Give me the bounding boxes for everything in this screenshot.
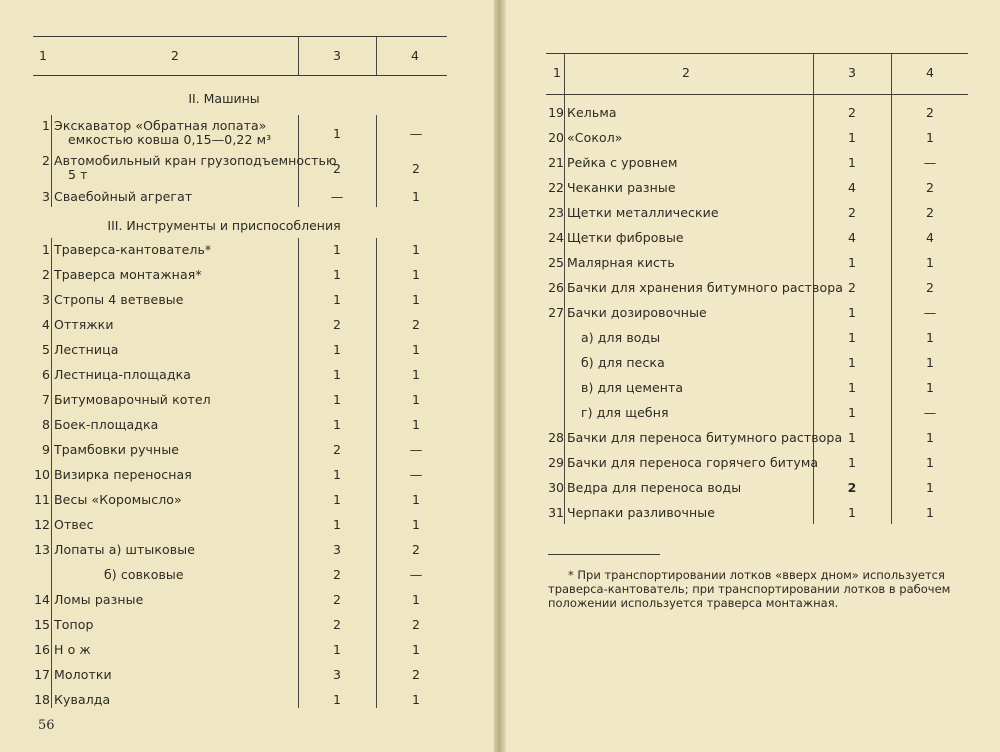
quantity-col-4: 1 bbox=[412, 267, 420, 282]
quantity-col-3: 1 bbox=[333, 692, 341, 707]
row-name: Ведра для переноса воды bbox=[567, 480, 742, 495]
row-number: 4 bbox=[42, 317, 50, 332]
header-divider bbox=[298, 37, 299, 75]
row-number: 25 bbox=[548, 255, 564, 270]
row-number: 22 bbox=[548, 180, 564, 195]
row-name: б) совковые bbox=[104, 567, 184, 582]
row-name: Кувалда bbox=[54, 692, 111, 707]
quantity-col-4: 1 bbox=[412, 492, 420, 507]
quantity-col-4: 1 bbox=[412, 417, 420, 432]
quantity-col-4: — bbox=[409, 467, 423, 482]
quantity-col-3: 1 bbox=[848, 405, 856, 420]
quantity-col-4: 1 bbox=[412, 189, 420, 204]
row-name: Н о ж bbox=[54, 642, 91, 657]
quantity-col-3: 1 bbox=[333, 517, 341, 532]
header-bottom-rule bbox=[33, 75, 447, 76]
row-number: 27 bbox=[548, 305, 564, 320]
row-number: 19 bbox=[548, 105, 564, 120]
quantity-col-3: 2 bbox=[333, 567, 341, 582]
quantity-col-4: 1 bbox=[412, 517, 420, 532]
row-name: Топор bbox=[54, 617, 94, 632]
quantity-col-3: — bbox=[330, 189, 344, 204]
row-number: 10 bbox=[34, 467, 50, 482]
row-name: Отвес bbox=[54, 517, 94, 532]
quantity-col-4: 1 bbox=[926, 455, 934, 470]
row-name: Автомобильный кран грузоподъемностью bbox=[54, 153, 337, 168]
table-top-rule bbox=[33, 36, 447, 37]
row-number: 20 bbox=[548, 130, 564, 145]
quantity-col-4: 2 bbox=[412, 542, 420, 557]
quantity-col-4: 1 bbox=[926, 130, 934, 145]
quantity-col-3: 1 bbox=[333, 417, 341, 432]
row-name: Траверса монтажная* bbox=[54, 267, 202, 282]
quantity-col-4: — bbox=[923, 405, 937, 420]
row-name-continued: емкостью ковша 0,15—0,22 м³ bbox=[68, 132, 272, 147]
quantity-col-3: 1 bbox=[848, 505, 856, 520]
quantity-col-3: 2 bbox=[333, 592, 341, 607]
quantity-col-4: 2 bbox=[926, 105, 934, 120]
quantity-col-3: 2 bbox=[333, 161, 341, 176]
row-name: Весы «Коромысло» bbox=[54, 492, 182, 507]
quantity-col-4: 1 bbox=[412, 292, 420, 307]
column-divider bbox=[298, 238, 299, 708]
row-number: 31 bbox=[548, 505, 564, 520]
row-name: Бачки дозировочные bbox=[567, 305, 707, 320]
book-gutter bbox=[494, 0, 506, 752]
row-number: 21 bbox=[548, 155, 564, 170]
footnote-line: траверса-кантователь; при транспортировании лотков в рабочем bbox=[548, 582, 951, 596]
row-name: Боек-площадка bbox=[54, 417, 159, 432]
section-title-tools: III. Инструменты и приспособления bbox=[107, 218, 341, 233]
row-number: 28 bbox=[548, 430, 564, 445]
row-number: 12 bbox=[34, 517, 50, 532]
quantity-col-4: 2 bbox=[412, 161, 420, 176]
quantity-col-3: 1 bbox=[848, 155, 856, 170]
quantity-col-4: — bbox=[923, 305, 937, 320]
quantity-col-4: — bbox=[923, 155, 937, 170]
column-divider bbox=[564, 54, 565, 524]
row-number: 17 bbox=[34, 667, 50, 682]
row-number: 9 bbox=[42, 442, 50, 457]
row-number: 7 bbox=[42, 392, 50, 407]
quantity-col-4: 2 bbox=[926, 205, 934, 220]
quantity-col-4: 1 bbox=[412, 642, 420, 657]
row-number: 23 bbox=[548, 205, 564, 220]
row-number: 5 bbox=[42, 342, 50, 357]
header-divider bbox=[376, 37, 377, 75]
row-number: 11 bbox=[34, 492, 50, 507]
quantity-col-4: 1 bbox=[412, 367, 420, 382]
column-divider bbox=[51, 115, 52, 207]
quantity-col-4: 2 bbox=[926, 280, 934, 295]
quantity-col-3: 2 bbox=[333, 442, 341, 457]
quantity-col-4: 1 bbox=[926, 505, 934, 520]
quantity-col-3: 1 bbox=[848, 380, 856, 395]
quantity-col-4: 1 bbox=[412, 242, 420, 257]
row-name: Стропы 4 ветвевые bbox=[54, 292, 184, 307]
quantity-col-4: 2 bbox=[412, 317, 420, 332]
row-number: 16 bbox=[34, 642, 50, 657]
row-name: Лопаты а) штыковые bbox=[54, 542, 196, 557]
row-number: 15 bbox=[34, 617, 50, 632]
quantity-col-3: 1 bbox=[333, 467, 341, 482]
quantity-col-3: 1 bbox=[333, 392, 341, 407]
quantity-col-4: 2 bbox=[412, 617, 420, 632]
quantity-col-3: 2 bbox=[333, 617, 341, 632]
row-name: г) для щебня bbox=[581, 405, 669, 420]
row-name: Оттяжки bbox=[54, 317, 114, 332]
row-number: 6 bbox=[42, 367, 50, 382]
row-name: Молотки bbox=[54, 667, 112, 682]
row-name: Бачки для переноса горячего битума bbox=[567, 455, 819, 470]
row-name: б) для песка bbox=[581, 355, 665, 370]
row-number: 3 bbox=[42, 292, 50, 307]
right-page bbox=[506, 0, 1000, 752]
row-name: Сваебойный агрегат bbox=[54, 189, 193, 204]
quantity-col-3: 1 bbox=[333, 242, 341, 257]
row-name: Кельма bbox=[567, 105, 617, 120]
quantity-col-3: 3 bbox=[333, 667, 341, 682]
footnote-rule bbox=[548, 554, 660, 555]
quantity-col-3: 3 bbox=[333, 542, 341, 557]
row-number: 3 bbox=[42, 189, 50, 204]
quantity-col-4: 1 bbox=[412, 342, 420, 357]
quantity-col-4: — bbox=[409, 126, 423, 141]
column-header-1: 1 bbox=[39, 48, 47, 63]
quantity-col-4: 1 bbox=[412, 592, 420, 607]
column-divider bbox=[376, 238, 377, 708]
quantity-col-4: 1 bbox=[926, 355, 934, 370]
quantity-col-4: 2 bbox=[926, 180, 934, 195]
quantity-col-3: 1 bbox=[333, 267, 341, 282]
quantity-col-3: 4 bbox=[848, 180, 856, 195]
row-name: Малярная кисть bbox=[567, 255, 675, 270]
row-name: Лестница-площадка bbox=[54, 367, 192, 382]
quantity-col-3: 1 bbox=[333, 126, 341, 141]
quantity-col-3: 2 bbox=[847, 480, 857, 495]
column-divider bbox=[51, 238, 52, 708]
quantity-col-3: 1 bbox=[848, 305, 856, 320]
row-number: 2 bbox=[42, 153, 50, 168]
footnote-line: * При транспортировании лотков «вверх дном» используется bbox=[568, 568, 945, 582]
quantity-col-3: 1 bbox=[848, 430, 856, 445]
row-number: 14 bbox=[34, 592, 50, 607]
row-name: Ломы разные bbox=[54, 592, 144, 607]
quantity-col-4: 4 bbox=[926, 230, 934, 245]
quantity-col-4: 1 bbox=[926, 255, 934, 270]
row-number: 2 bbox=[42, 267, 50, 282]
row-name: Трамбовки ручные bbox=[54, 442, 180, 457]
row-name: в) для цемента bbox=[581, 380, 684, 395]
row-name: Щетки фибровые bbox=[567, 230, 684, 245]
table-top-rule bbox=[546, 53, 968, 54]
quantity-col-4: 2 bbox=[412, 667, 420, 682]
column-header-2: 2 bbox=[171, 48, 179, 63]
quantity-col-3: 4 bbox=[848, 230, 856, 245]
quantity-col-3: 1 bbox=[333, 642, 341, 657]
column-divider bbox=[891, 54, 892, 524]
row-name: Экскаватор «Обратная лопата» bbox=[54, 118, 267, 133]
row-number: 29 bbox=[548, 455, 564, 470]
row-name: Лестница bbox=[54, 342, 119, 357]
column-header-2: 2 bbox=[682, 65, 690, 80]
quantity-col-4: 1 bbox=[926, 380, 934, 395]
row-number: 30 bbox=[548, 480, 564, 495]
column-divider bbox=[376, 115, 377, 207]
row-name: Бачки для переноса битумного раствора bbox=[567, 430, 843, 445]
quantity-col-4: 1 bbox=[926, 330, 934, 345]
quantity-col-3: 2 bbox=[848, 105, 856, 120]
quantity-col-3: 1 bbox=[848, 255, 856, 270]
header-bottom-rule bbox=[546, 94, 968, 95]
row-number: 1 bbox=[42, 242, 50, 257]
quantity-col-4: 1 bbox=[412, 692, 420, 707]
row-number: 13 bbox=[34, 542, 50, 557]
quantity-col-3: 1 bbox=[848, 330, 856, 345]
row-number: 24 bbox=[548, 230, 564, 245]
row-name: Черпаки разливочные bbox=[567, 505, 716, 520]
row-name: Бачки для хранения битумного раствора bbox=[567, 280, 844, 295]
row-name: а) для воды bbox=[581, 330, 661, 345]
row-number: 8 bbox=[42, 417, 50, 432]
row-number: 1 bbox=[42, 118, 50, 133]
column-header-1: 1 bbox=[553, 65, 561, 80]
row-name: Визирка переносная bbox=[54, 467, 192, 482]
quantity-col-4: 1 bbox=[412, 392, 420, 407]
row-name: Траверса-кантователь* bbox=[54, 242, 212, 257]
section-title-machines: II. Машины bbox=[188, 91, 260, 106]
row-name: Чеканки разные bbox=[567, 180, 676, 195]
quantity-col-3: 1 bbox=[333, 342, 341, 357]
quantity-col-3: 2 bbox=[848, 205, 856, 220]
left-page bbox=[0, 0, 496, 752]
column-header-4: 4 bbox=[411, 48, 419, 63]
row-number: 18 bbox=[34, 692, 50, 707]
quantity-col-4: 1 bbox=[926, 480, 934, 495]
quantity-col-3: 2 bbox=[333, 317, 341, 332]
row-name: «Сокол» bbox=[567, 130, 623, 145]
row-name-continued: 5 т bbox=[68, 167, 88, 182]
column-header-3: 3 bbox=[333, 48, 341, 63]
quantity-col-3: 1 bbox=[333, 292, 341, 307]
quantity-col-4: 1 bbox=[926, 430, 934, 445]
quantity-col-3: 1 bbox=[848, 455, 856, 470]
quantity-col-3: 1 bbox=[848, 130, 856, 145]
quantity-col-3: 1 bbox=[333, 492, 341, 507]
row-name: Битумоварочный котел bbox=[54, 392, 211, 407]
quantity-col-3: 2 bbox=[848, 280, 856, 295]
column-header-4: 4 bbox=[926, 65, 934, 80]
row-name: Рейка с уровнем bbox=[567, 155, 678, 170]
row-name: Щетки металлические bbox=[567, 205, 719, 220]
quantity-col-4: — bbox=[409, 442, 423, 457]
row-number: 26 bbox=[548, 280, 564, 295]
footnote-line: положении используется траверса монтажная. bbox=[548, 596, 839, 610]
column-header-3: 3 bbox=[848, 65, 856, 80]
quantity-col-3: 1 bbox=[333, 367, 341, 382]
quantity-col-3: 1 bbox=[848, 355, 856, 370]
quantity-col-4: — bbox=[409, 567, 423, 582]
page-number: 56 bbox=[38, 718, 55, 733]
